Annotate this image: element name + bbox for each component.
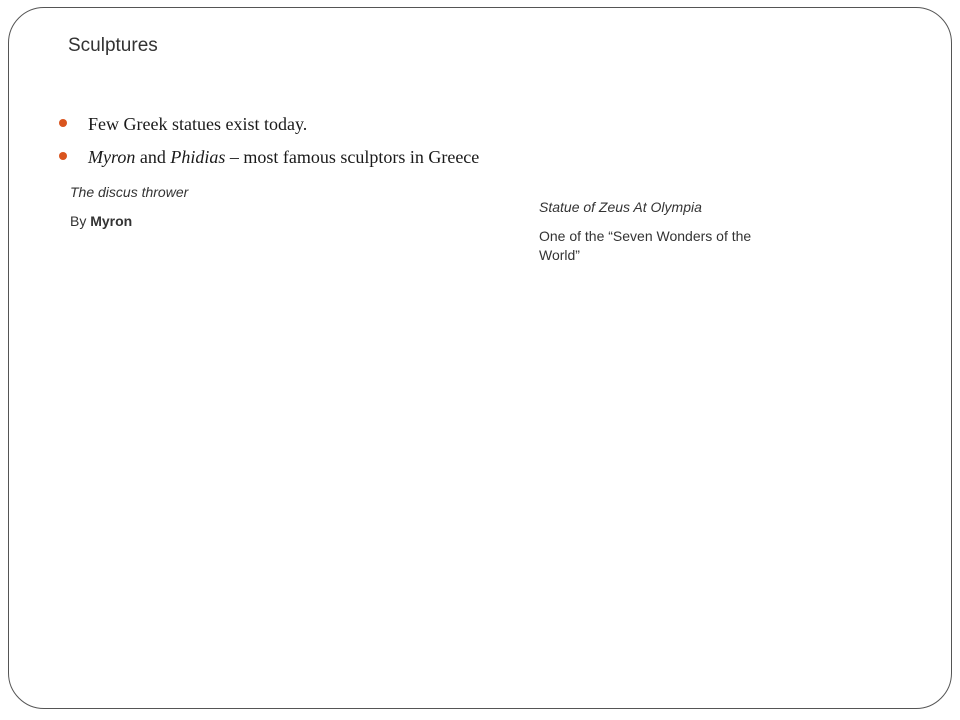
bullet-dot-icon [59,119,67,127]
sculptor-name-phidias: Phidias [170,147,226,167]
bullet-item [59,108,479,141]
zeus-caption-description: One of the “Seven Wonders of the World” [539,228,752,263]
discus-caption-title: The discus thrower [70,184,189,200]
author-prefix: By [70,213,91,229]
slide-title: Sculptures [68,35,158,56]
discus-caption-author [70,213,132,229]
author-name: Myron [90,213,133,229]
bullet-text: Few Greek statues exist today. [88,114,308,134]
zeus-caption-title: Statue of Zeus At Olympia [539,199,702,215]
bullet-conjunction: and [135,147,171,167]
sculptor-name-myron: Myron [88,147,136,167]
slide-frame [8,7,952,709]
bullet-text-rest: – most famous sculptors in Greece [225,147,480,167]
bullet-dot-icon [59,152,67,160]
bullet-item [59,141,479,174]
bullet-list [59,108,479,174]
